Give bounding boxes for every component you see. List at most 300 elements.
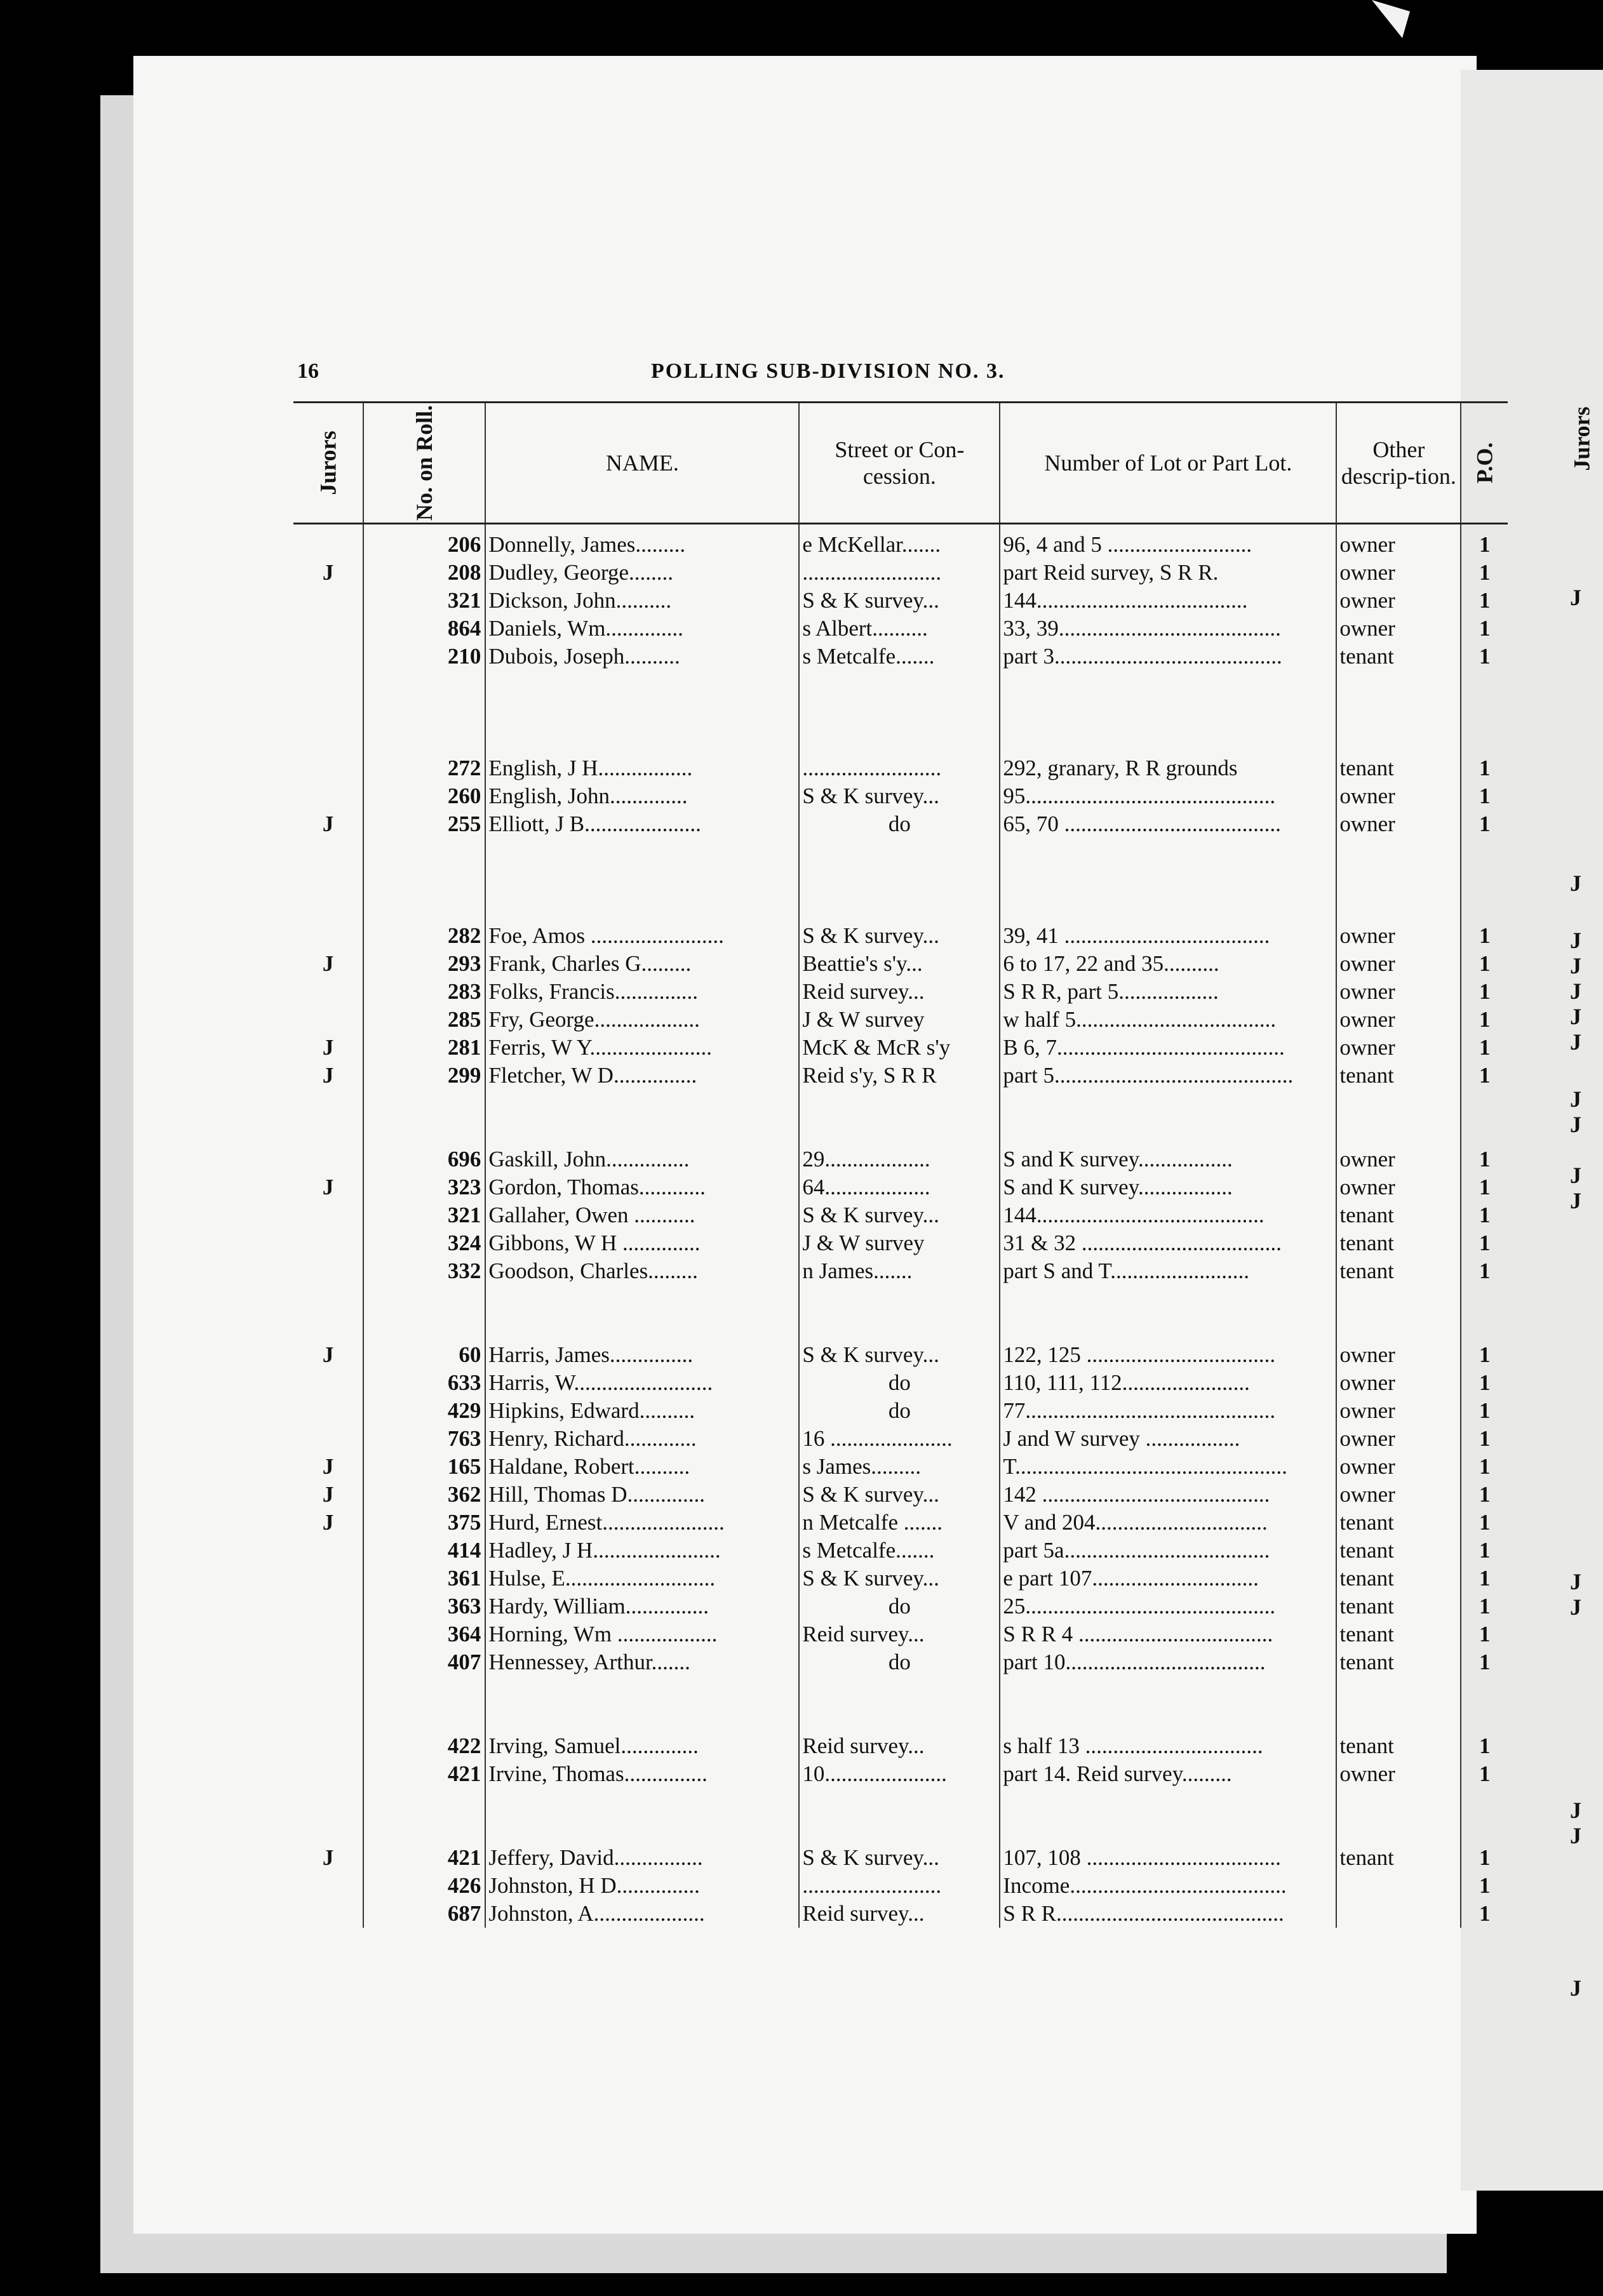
post-office: 1 bbox=[1461, 810, 1508, 838]
juror-mark bbox=[293, 1537, 363, 1565]
group-spacer bbox=[293, 1676, 1508, 1704]
post-office: 1 bbox=[1461, 1201, 1508, 1229]
description: owner bbox=[1336, 1397, 1461, 1425]
juror-mark bbox=[293, 1425, 363, 1453]
street-concession: S & K survey... bbox=[799, 1201, 1000, 1229]
group-spacer bbox=[293, 1118, 1508, 1145]
facing-page-jurors-header: Jurors bbox=[1569, 406, 1595, 471]
roll-number: 426 bbox=[363, 1872, 485, 1900]
roll-number: 165 bbox=[363, 1453, 485, 1481]
description: owner bbox=[1336, 1034, 1461, 1062]
street-concession: do bbox=[799, 1648, 1000, 1676]
roll-number: 293 bbox=[363, 950, 485, 978]
lot-number: 6 to 17, 22 and 35.......... bbox=[1000, 950, 1336, 978]
description: owner bbox=[1336, 1481, 1461, 1509]
table-row bbox=[293, 1145, 1508, 1173]
roll-number: 363 bbox=[363, 1592, 485, 1620]
juror-mark: J bbox=[322, 560, 334, 585]
lot-number: 65, 70 ....................................... bbox=[1000, 810, 1336, 838]
roll-number: 60 bbox=[363, 1341, 485, 1369]
street-concession: S & K survey... bbox=[799, 1565, 1000, 1592]
group-spacer bbox=[293, 1816, 1508, 1844]
juror-mark bbox=[293, 978, 363, 1006]
voter-name: English, John.............. bbox=[485, 782, 799, 810]
table-row bbox=[293, 810, 1508, 838]
description: owner bbox=[1336, 1760, 1461, 1788]
table-row bbox=[293, 1844, 1508, 1872]
post-office: 1 bbox=[1461, 1453, 1508, 1481]
post-office: 1 bbox=[1461, 1537, 1508, 1565]
lot-number: part S and T......................... bbox=[1000, 1257, 1336, 1285]
roll-number: 763 bbox=[363, 1425, 485, 1453]
voter-name: Dubois, Joseph.......... bbox=[485, 643, 799, 671]
street-concession: ......................... bbox=[799, 559, 1000, 587]
facing-page-juror-mark: J bbox=[1570, 871, 1581, 896]
post-office: 1 bbox=[1461, 1481, 1508, 1509]
lot-number: S R R......................................... bbox=[1000, 1900, 1336, 1928]
street-concession: n Metcalfe ....... bbox=[799, 1509, 1000, 1537]
street-concession: n James....... bbox=[799, 1257, 1000, 1285]
col-header-po: P.O. bbox=[1461, 403, 1508, 524]
col-header-name: NAME. bbox=[485, 403, 799, 524]
lot-number: part 5........................................... bbox=[1000, 1062, 1336, 1090]
roll-number: 255 bbox=[363, 810, 485, 838]
voter-name: Harris, James............... bbox=[485, 1341, 799, 1369]
facing-page-juror-mark: J bbox=[1570, 1086, 1581, 1112]
street-concession: S & K survey... bbox=[799, 587, 1000, 615]
lot-number: V and 204............................... bbox=[1000, 1509, 1336, 1537]
table-row bbox=[293, 1229, 1508, 1257]
voter-name: Ferris, W Y...................... bbox=[485, 1034, 799, 1062]
table-row bbox=[293, 1732, 1508, 1760]
roll-number: 206 bbox=[363, 524, 485, 559]
juror-mark bbox=[293, 587, 363, 615]
juror-mark: J bbox=[322, 1035, 334, 1060]
facing-page-juror-mark: J bbox=[1570, 1163, 1581, 1188]
table-row bbox=[293, 978, 1508, 1006]
voter-name: Horning, Wm .................. bbox=[485, 1620, 799, 1648]
col-header-roll-no: No. on Roll. bbox=[363, 403, 485, 524]
voter-name: Henry, Richard............. bbox=[485, 1425, 799, 1453]
col-header-street: Street or Con-cession. bbox=[799, 403, 1000, 524]
lot-number: part 10.................................... bbox=[1000, 1648, 1336, 1676]
table-row bbox=[293, 524, 1508, 559]
description: tenant bbox=[1336, 1648, 1461, 1676]
roll-number: 364 bbox=[363, 1620, 485, 1648]
lot-number: part 14. Reid survey......... bbox=[1000, 1760, 1336, 1788]
table-row bbox=[293, 643, 1508, 671]
juror-mark: J bbox=[322, 1454, 334, 1479]
post-office: 1 bbox=[1461, 1620, 1508, 1648]
facing-page-juror-mark: J bbox=[1570, 953, 1581, 978]
post-office: 1 bbox=[1461, 978, 1508, 1006]
table-row bbox=[293, 1006, 1508, 1034]
table-row bbox=[293, 1425, 1508, 1453]
juror-mark bbox=[293, 1620, 363, 1648]
lot-number: Income....................................... bbox=[1000, 1872, 1336, 1900]
table-row bbox=[293, 1592, 1508, 1620]
street-concession: 16 ...................... bbox=[799, 1425, 1000, 1453]
lot-number: 31 & 32 .................................... bbox=[1000, 1229, 1336, 1257]
voter-name: Fry, George................... bbox=[485, 1006, 799, 1034]
table-row bbox=[293, 1509, 1508, 1537]
table-row bbox=[293, 1257, 1508, 1285]
roll-number: 375 bbox=[363, 1509, 485, 1537]
table-row bbox=[293, 1341, 1508, 1369]
post-office: 1 bbox=[1461, 1369, 1508, 1397]
roll-number: 696 bbox=[363, 1145, 485, 1173]
roll-number: 407 bbox=[363, 1648, 485, 1676]
post-office: 1 bbox=[1461, 524, 1508, 559]
voter-name: Gaskill, John............... bbox=[485, 1145, 799, 1173]
juror-mark bbox=[293, 1648, 363, 1676]
table-row bbox=[293, 1760, 1508, 1788]
description: owner bbox=[1336, 1425, 1461, 1453]
voter-name: Gordon, Thomas............ bbox=[485, 1173, 799, 1201]
col-header-other: Other descrip-tion. bbox=[1336, 403, 1461, 524]
description: owner bbox=[1336, 1369, 1461, 1397]
lot-number: T................................................. bbox=[1000, 1453, 1336, 1481]
juror-mark bbox=[293, 1760, 363, 1788]
facing-page-juror-mark: J bbox=[1570, 1594, 1581, 1620]
juror-mark bbox=[293, 754, 363, 782]
post-office: 1 bbox=[1461, 1509, 1508, 1537]
roll-number: 281 bbox=[363, 1034, 485, 1062]
table-row bbox=[293, 1620, 1508, 1648]
juror-mark: J bbox=[322, 1482, 334, 1507]
lot-number: e part 107.............................. bbox=[1000, 1565, 1336, 1592]
table-row bbox=[293, 1397, 1508, 1425]
lot-number: 39, 41 ..................................... bbox=[1000, 922, 1336, 950]
facing-page-juror-mark: J bbox=[1570, 928, 1581, 953]
col-header-jurors: Jurors bbox=[293, 403, 363, 524]
lot-number: J and W survey ................. bbox=[1000, 1425, 1336, 1453]
juror-mark bbox=[293, 1732, 363, 1760]
group-spacer bbox=[293, 1090, 1508, 1118]
street-concession: Reid survey... bbox=[799, 1620, 1000, 1648]
description: tenant bbox=[1336, 1062, 1461, 1090]
table-row bbox=[293, 1537, 1508, 1565]
juror-mark bbox=[293, 922, 363, 950]
description: tenant bbox=[1336, 754, 1461, 782]
table-row bbox=[293, 587, 1508, 615]
voter-name: Irving, Samuel.............. bbox=[485, 1732, 799, 1760]
voter-name: Daniels, Wm.............. bbox=[485, 615, 799, 643]
page-number: 16 bbox=[297, 359, 319, 383]
roll-number: 208 bbox=[363, 559, 485, 587]
street-concession: s Metcalfe....... bbox=[799, 1537, 1000, 1565]
juror-mark bbox=[293, 615, 363, 643]
facing-page-juror-mark: J bbox=[1570, 1823, 1581, 1848]
group-spacer bbox=[293, 1313, 1508, 1341]
lot-number: 77............................................. bbox=[1000, 1397, 1336, 1425]
description: tenant bbox=[1336, 1844, 1461, 1872]
voter-name: Gallaher, Owen ........... bbox=[485, 1201, 799, 1229]
roll-number: 282 bbox=[363, 922, 485, 950]
table-row bbox=[293, 922, 1508, 950]
street-concession: s Metcalfe....... bbox=[799, 643, 1000, 671]
table-row bbox=[293, 754, 1508, 782]
post-office: 1 bbox=[1461, 1145, 1508, 1173]
lot-number: S and K survey................. bbox=[1000, 1173, 1336, 1201]
description: owner bbox=[1336, 587, 1461, 615]
juror-mark bbox=[293, 1201, 363, 1229]
post-office: 1 bbox=[1461, 1341, 1508, 1369]
facing-page-juror-mark: J bbox=[1570, 1569, 1581, 1594]
post-office: 1 bbox=[1461, 1257, 1508, 1285]
juror-mark bbox=[293, 1565, 363, 1592]
post-office: 1 bbox=[1461, 1565, 1508, 1592]
lot-number: S and K survey................. bbox=[1000, 1145, 1336, 1173]
post-office: 1 bbox=[1461, 615, 1508, 643]
roll-number: 633 bbox=[363, 1369, 485, 1397]
description: owner bbox=[1336, 922, 1461, 950]
post-office: 1 bbox=[1461, 1006, 1508, 1034]
roll-number: 361 bbox=[363, 1565, 485, 1592]
description: owner bbox=[1336, 1006, 1461, 1034]
lot-number: part Reid survey, S R R. bbox=[1000, 559, 1336, 587]
table-row bbox=[293, 1648, 1508, 1676]
table-body bbox=[293, 524, 1508, 1928]
post-office: 1 bbox=[1461, 1760, 1508, 1788]
lot-number: 96, 4 and 5 .......................... bbox=[1000, 524, 1336, 559]
roll-number: 260 bbox=[363, 782, 485, 810]
post-office: 1 bbox=[1461, 782, 1508, 810]
street-concession: S & K survey... bbox=[799, 1481, 1000, 1509]
voter-name: Irvine, Thomas............... bbox=[485, 1760, 799, 1788]
roll-number: 299 bbox=[363, 1062, 485, 1090]
roll-number: 283 bbox=[363, 978, 485, 1006]
lot-number: B 6, 7......................................... bbox=[1000, 1034, 1336, 1062]
table-row bbox=[293, 782, 1508, 810]
lot-number: 25............................................. bbox=[1000, 1592, 1336, 1620]
roll-number: 414 bbox=[363, 1537, 485, 1565]
table-row bbox=[293, 1062, 1508, 1090]
juror-mark bbox=[293, 782, 363, 810]
juror-mark bbox=[293, 1229, 363, 1257]
street-concession: S & K survey... bbox=[799, 782, 1000, 810]
roll-number: 285 bbox=[363, 1006, 485, 1034]
lot-number: part 5a..................................... bbox=[1000, 1537, 1336, 1565]
description: owner bbox=[1336, 559, 1461, 587]
group-spacer bbox=[293, 1788, 1508, 1816]
lot-number: part 3......................................... bbox=[1000, 643, 1336, 671]
table-header-row bbox=[293, 403, 1508, 524]
street-concession: do bbox=[799, 1397, 1000, 1425]
roll-number: 421 bbox=[363, 1844, 485, 1872]
voter-name: Johnston, H D............... bbox=[485, 1872, 799, 1900]
street-concession: J & W survey bbox=[799, 1006, 1000, 1034]
voter-name: Folks, Francis............... bbox=[485, 978, 799, 1006]
street-concession: ......................... bbox=[799, 754, 1000, 782]
voter-name: Dudley, George........ bbox=[485, 559, 799, 587]
table-row bbox=[293, 615, 1508, 643]
street-concession: do bbox=[799, 1592, 1000, 1620]
juror-mark: J bbox=[322, 1342, 334, 1367]
lot-number: S R R, part 5.................. bbox=[1000, 978, 1336, 1006]
lot-number: 122, 125 .................................. bbox=[1000, 1341, 1336, 1369]
lot-number: 292, granary, R R grounds bbox=[1000, 754, 1336, 782]
description: tenant bbox=[1336, 643, 1461, 671]
table-row bbox=[293, 1481, 1508, 1509]
description: owner bbox=[1336, 810, 1461, 838]
group-spacer bbox=[293, 894, 1508, 922]
street-concession: S & K survey... bbox=[799, 922, 1000, 950]
group-spacer bbox=[293, 726, 1508, 754]
post-office: 1 bbox=[1461, 1900, 1508, 1928]
table-row bbox=[293, 1453, 1508, 1481]
street-concession: s James......... bbox=[799, 1453, 1000, 1481]
street-concession: J & W survey bbox=[799, 1229, 1000, 1257]
juror-mark bbox=[293, 1872, 363, 1900]
post-office: 1 bbox=[1461, 754, 1508, 782]
roll-number: 210 bbox=[363, 643, 485, 671]
post-office: 1 bbox=[1461, 1173, 1508, 1201]
voter-name: Harris, W......................... bbox=[485, 1369, 799, 1397]
description: owner bbox=[1336, 782, 1461, 810]
voter-name: Hurd, Ernest...................... bbox=[485, 1509, 799, 1537]
lot-number: 144......................................... bbox=[1000, 1201, 1336, 1229]
description: tenant bbox=[1336, 1732, 1461, 1760]
group-spacer bbox=[293, 866, 1508, 894]
page-corner bbox=[1372, 0, 1410, 38]
street-concession: Beattie's s'y... bbox=[799, 950, 1000, 978]
post-office: 1 bbox=[1461, 643, 1508, 671]
roll-number: 362 bbox=[363, 1481, 485, 1509]
street-concession: Reid survey... bbox=[799, 1900, 1000, 1928]
street-concession: s Albert.......... bbox=[799, 615, 1000, 643]
facing-page-juror-mark: J bbox=[1570, 1112, 1581, 1137]
lot-number: w half 5.................................... bbox=[1000, 1006, 1336, 1034]
roll-number: 332 bbox=[363, 1257, 485, 1285]
post-office: 1 bbox=[1461, 1648, 1508, 1676]
page-title: POLLING SUB-DIVISION NO. 3. bbox=[651, 359, 1005, 383]
street-concession: 29................... bbox=[799, 1145, 1000, 1173]
voter-name: Hennessey, Arthur....... bbox=[485, 1648, 799, 1676]
juror-mark bbox=[293, 1592, 363, 1620]
juror-mark bbox=[293, 524, 363, 559]
street-concession: S & K survey... bbox=[799, 1844, 1000, 1872]
voter-name: Dickson, John.......... bbox=[485, 587, 799, 615]
roll-number: 321 bbox=[363, 1201, 485, 1229]
juror-mark: J bbox=[322, 1845, 334, 1870]
street-concession: do bbox=[799, 810, 1000, 838]
voter-name: Fletcher, W D............... bbox=[485, 1062, 799, 1090]
post-office: 1 bbox=[1461, 1229, 1508, 1257]
roll-number: 421 bbox=[363, 1760, 485, 1788]
table-row bbox=[293, 1369, 1508, 1397]
description: tenant bbox=[1336, 1257, 1461, 1285]
lot-number: S R R 4 ................................... bbox=[1000, 1620, 1336, 1648]
table-row bbox=[293, 1034, 1508, 1062]
lot-number: 33, 39........................................ bbox=[1000, 615, 1336, 643]
table-row bbox=[293, 1900, 1508, 1928]
juror-mark: J bbox=[322, 811, 334, 836]
description: owner bbox=[1336, 1145, 1461, 1173]
roll-number: 324 bbox=[363, 1229, 485, 1257]
juror-mark bbox=[293, 1369, 363, 1397]
group-spacer bbox=[293, 838, 1508, 866]
juror-mark bbox=[293, 1900, 363, 1928]
post-office: 1 bbox=[1461, 1034, 1508, 1062]
street-concession: S & K survey... bbox=[799, 1341, 1000, 1369]
table-row bbox=[293, 1565, 1508, 1592]
roll-number: 687 bbox=[363, 1900, 485, 1928]
description: owner bbox=[1336, 1173, 1461, 1201]
post-office: 1 bbox=[1461, 950, 1508, 978]
lot-number: 107, 108 ................................... bbox=[1000, 1844, 1336, 1872]
description: owner bbox=[1336, 978, 1461, 1006]
post-office: 1 bbox=[1461, 1062, 1508, 1090]
roll-number: 321 bbox=[363, 587, 485, 615]
description: owner bbox=[1336, 1453, 1461, 1481]
street-concession: e McKellar....... bbox=[799, 524, 1000, 559]
description: tenant bbox=[1336, 1565, 1461, 1592]
juror-mark bbox=[293, 643, 363, 671]
post-office: 1 bbox=[1461, 1397, 1508, 1425]
roll-number: 272 bbox=[363, 754, 485, 782]
facing-page-juror-mark: J bbox=[1570, 1188, 1581, 1213]
post-office: 1 bbox=[1461, 1732, 1508, 1760]
roll-number: 323 bbox=[363, 1173, 485, 1201]
voter-name: English, J H................. bbox=[485, 754, 799, 782]
facing-page-juror-mark: J bbox=[1570, 585, 1581, 610]
post-office: 1 bbox=[1461, 559, 1508, 587]
post-office: 1 bbox=[1461, 587, 1508, 615]
roll-number: 429 bbox=[363, 1397, 485, 1425]
description: owner bbox=[1336, 1341, 1461, 1369]
table-row bbox=[293, 950, 1508, 978]
juror-mark bbox=[293, 1006, 363, 1034]
street-concession: 10...................... bbox=[799, 1760, 1000, 1788]
facing-page-juror-mark: J bbox=[1570, 1004, 1581, 1029]
post-office: 1 bbox=[1461, 1425, 1508, 1453]
street-concession: McK & McR s'y bbox=[799, 1034, 1000, 1062]
juror-mark: J bbox=[322, 951, 334, 976]
juror-mark: J bbox=[322, 1175, 334, 1199]
lot-number: 144...................................... bbox=[1000, 587, 1336, 615]
roll-number: 422 bbox=[363, 1732, 485, 1760]
description: tenant bbox=[1336, 1620, 1461, 1648]
post-office: 1 bbox=[1461, 1872, 1508, 1900]
voter-name: Hadley, J H....................... bbox=[485, 1537, 799, 1565]
post-office: 1 bbox=[1461, 922, 1508, 950]
street-concession: 64................... bbox=[799, 1173, 1000, 1201]
street-concession: do bbox=[799, 1369, 1000, 1397]
group-spacer bbox=[293, 671, 1508, 698]
lot-number: 142 ......................................... bbox=[1000, 1481, 1336, 1509]
voter-name: Hill, Thomas D.............. bbox=[485, 1481, 799, 1509]
description bbox=[1336, 1872, 1461, 1900]
voter-name: Gibbons, W H .............. bbox=[485, 1229, 799, 1257]
table-row bbox=[293, 1173, 1508, 1201]
table-row bbox=[293, 559, 1508, 587]
voter-name: Jeffery, David................ bbox=[485, 1844, 799, 1872]
table-row bbox=[293, 1872, 1508, 1900]
facing-page-juror-mark: J bbox=[1570, 978, 1581, 1004]
facing-page-juror-mark: J bbox=[1570, 1975, 1581, 2001]
col-header-lot: Number of Lot or Part Lot. bbox=[1000, 403, 1336, 524]
voter-name: Hipkins, Edward.......... bbox=[485, 1397, 799, 1425]
voters-roll-table bbox=[293, 401, 1508, 1928]
description: tenant bbox=[1336, 1537, 1461, 1565]
voter-name: Hulse, E........................... bbox=[485, 1565, 799, 1592]
voter-name: Foe, Amos ........................ bbox=[485, 922, 799, 950]
voter-name: Goodson, Charles......... bbox=[485, 1257, 799, 1285]
voter-name: Elliott, J B..................... bbox=[485, 810, 799, 838]
description: tenant bbox=[1336, 1201, 1461, 1229]
street-concession: Reid survey... bbox=[799, 978, 1000, 1006]
